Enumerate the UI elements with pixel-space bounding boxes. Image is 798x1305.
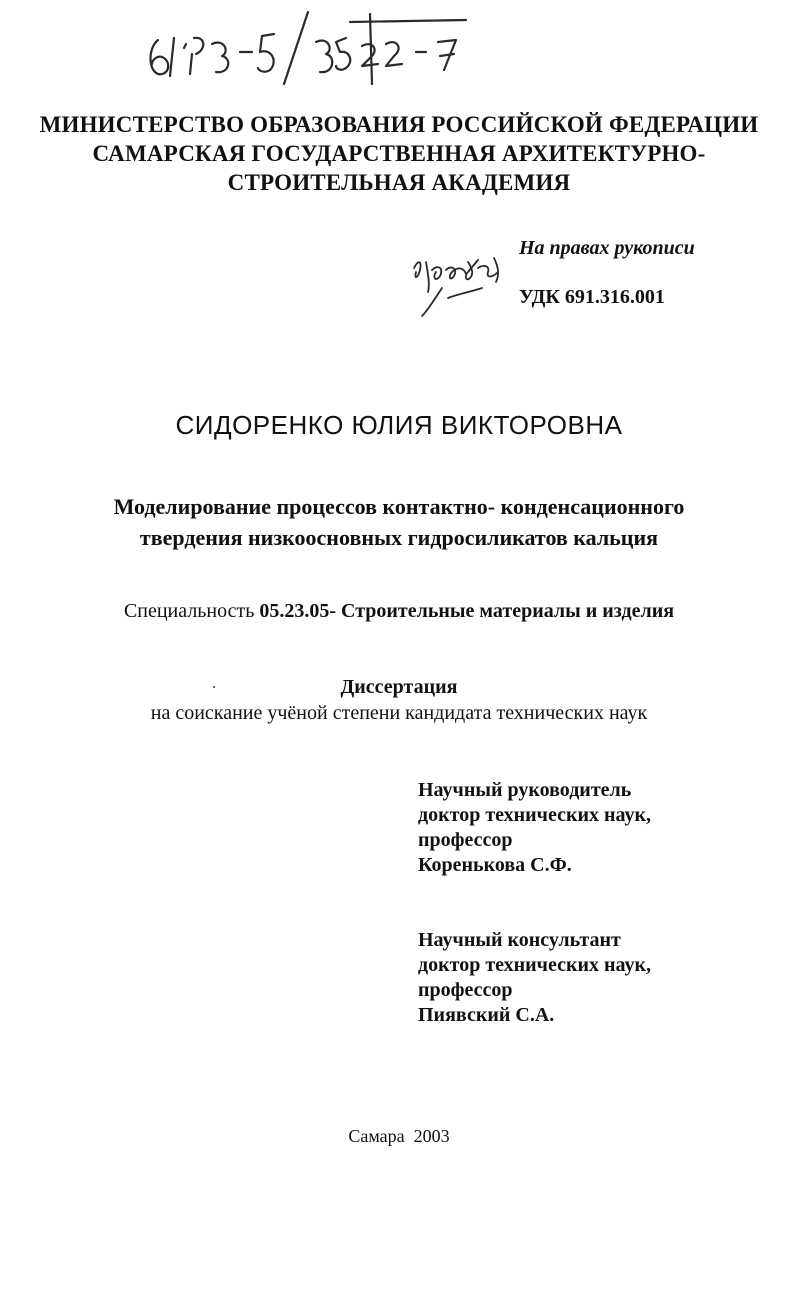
handwritten-signature [408,248,508,320]
udk-code: УДК 691.316.001 [519,286,665,308]
scientific-advisor-block [418,778,651,878]
manuscript-rights-notice: На правах рукописи [519,237,695,259]
author-name: СИДОРЕНКО ЮЛИЯ ВИКТОРОВНА [175,410,623,440]
consultant-role: Научный консультант [418,929,621,951]
specialty-label: Специальность [123,600,255,622]
ministry-name: МИНИСТЕРСТВО ОБРАЗОВАНИЯ РОССИЙСКОЙ ФЕДЕРАЦИИ [39,112,759,137]
academy-name-line1: САМАРСКАЯ ГОСУДАРСТВЕННАЯ АРХИТЕКТУРНО- [92,141,706,166]
advisor-degree: доктор технических наук, [418,804,652,826]
advisor-name: Коренькова С.Ф. [418,854,572,876]
city-year: Самара 2003 [348,1126,450,1146]
specialty-code-name: 05.23.05- Строительные материалы и изделия [259,600,675,622]
handwritten-archive-number [140,8,520,90]
dissertation-subtitle: на соискание учёной степени кандидата технических наук [150,702,648,724]
dissertation-heading: Диссертация [340,676,458,698]
title-line2: твердения низкоосновных гидросиликатов кальция [139,525,659,550]
consultant-degree: доктор технических наук, [418,954,652,976]
advisor-role: Научный руководитель [418,779,632,801]
specialty-line [0,600,798,623]
advisor-rank: профессор [418,829,513,851]
institution-header [0,110,798,197]
dissertation-title [0,491,798,553]
consultant-rank: профессор [418,979,513,1001]
academy-name-line2: СТРОИТЕЛЬНАЯ АКАДЕМИЯ [227,170,571,195]
consultant-name: Пиявский С.А. [418,1004,555,1026]
scientific-consultant-block [418,928,651,1028]
title-line1: Моделирование процессов контактно- конденсационного [113,494,685,519]
